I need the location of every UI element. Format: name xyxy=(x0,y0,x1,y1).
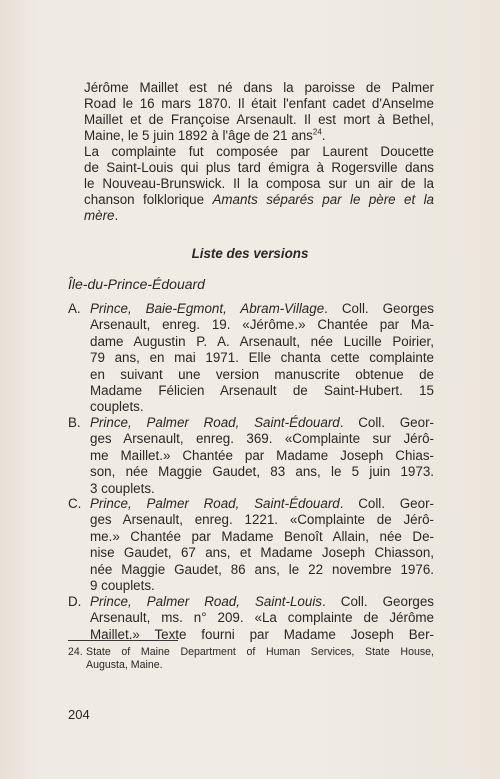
version-letter: B. xyxy=(68,415,81,430)
text-line: me.» Chantée par Madame Benoît Allain, née De- xyxy=(90,528,434,544)
version-letter: C. xyxy=(68,496,82,511)
text-line: son, née Maggie Gaudet, 83 ans, le 5 juin 1973. xyxy=(90,464,434,480)
text-line xyxy=(68,128,434,144)
page-number: 204 xyxy=(68,707,90,722)
text-line: ges Arsenault, enreg. 1221. «Complainte de Jérô- xyxy=(90,512,434,528)
text-line xyxy=(68,208,434,224)
version-place: Prince, Baie-Egmont, Abram-Village xyxy=(90,301,325,316)
text-line: Arsenault, enreg. 19. «Jérôme.» Chantée par Ma- xyxy=(90,317,434,333)
footnote-divider xyxy=(68,640,178,641)
version-letter: D. xyxy=(68,594,82,609)
text-fragment: . xyxy=(321,128,326,143)
text-line: La complainte fut composée par Laurent Doucette xyxy=(84,144,434,159)
text-line: State of Maine Department of Human Services, State House, xyxy=(86,646,434,658)
text-fragment: . Coll. Geor- xyxy=(339,496,434,511)
text-line: 79 ans, en mai 1971. Elle chanta cette complainte xyxy=(90,350,434,366)
text-line xyxy=(90,496,434,512)
region-title: Île-du-Prince-Édouard xyxy=(68,276,205,292)
text-line: Madame Félicien Arsenault de Saint-Hubert. 15 xyxy=(90,383,434,399)
footnote-text xyxy=(86,646,434,672)
text-line: ges Arsenault, enreg. 369. «Complainte sur Jérô- xyxy=(90,431,434,447)
intro-text xyxy=(68,80,434,224)
text-line: Maillet.» Texte fourni par Madame Joseph Ber- xyxy=(90,626,434,642)
text-fragment: . Coll. Georges xyxy=(322,594,434,609)
intro-paragraph-2 xyxy=(68,144,434,224)
version-text xyxy=(90,496,434,594)
text-line xyxy=(68,192,434,208)
text-line: me Maillet.» Chantée par Madame Joseph Chias- xyxy=(90,447,434,463)
text-line: Augusta, Maine. xyxy=(86,659,163,671)
version-letter: A. xyxy=(68,301,81,316)
intro-paragraph-1 xyxy=(68,80,434,144)
song-title: Amants séparés par le père et la xyxy=(212,192,434,207)
version-text xyxy=(90,301,434,416)
text-line: Jérôme Maillet est né dans la paroisse de Palmer xyxy=(84,80,434,95)
version-entry-a xyxy=(68,301,434,416)
footnote xyxy=(68,646,434,672)
text-line: née Maggie Gaudet, 86 ans, le 22 novembre 1976. xyxy=(90,561,434,577)
version-text xyxy=(90,594,434,643)
text-line: Road le 16 mars 1870. Il était l'enfant cadet d'Anselme xyxy=(84,96,434,111)
footnote-number: 24. xyxy=(68,646,83,658)
text-line: le Nouveau-Brunswick. Il la composa sur un air de la xyxy=(84,176,434,191)
section-title: Liste des versions xyxy=(191,246,309,261)
text-line: 3 couplets. xyxy=(90,480,155,496)
version-place: Prince, Palmer Road, Saint-Édouard xyxy=(90,415,340,430)
text-line xyxy=(90,594,434,610)
footnote-reference: 24 xyxy=(312,127,322,137)
version-entry-c xyxy=(68,496,434,594)
text-fragment: . xyxy=(114,208,119,223)
text-line: de Saint-Louis qui plus tard émigra à Rogersville dans xyxy=(84,160,434,175)
text-line: en suivant une version manuscrite obtenue de xyxy=(90,366,434,382)
text-line: dame Augustin P. A. Arsenault, née Lucille Poirier, xyxy=(90,333,434,349)
version-entry-d xyxy=(68,594,434,643)
text-line xyxy=(90,415,434,431)
song-title: mère xyxy=(84,208,115,223)
version-text xyxy=(90,415,434,497)
text-line xyxy=(90,301,434,317)
text-line: Maillet et de Françoise Arsenault. Il est mort à Bethel, xyxy=(84,112,434,127)
text-fragment: chanson folklorique xyxy=(84,192,213,207)
text-line: 9 couplets. xyxy=(90,578,155,594)
version-entry-b xyxy=(68,415,434,497)
text-fragment: . Coll. Geor- xyxy=(339,415,434,430)
text-line: nise Gaudet, 67 ans, et Madame Joseph Chiasson, xyxy=(90,545,434,561)
text-fragment: . Coll. Georges xyxy=(324,301,435,316)
version-place: Prince, Palmer Road, Saint-Louis xyxy=(90,594,322,609)
text-line: Arsenault, ms. n° 209. «La complainte de Jérôme xyxy=(90,610,434,626)
text-line: couplets. xyxy=(90,399,144,415)
version-place: Prince, Palmer Road, Saint-Édouard xyxy=(90,496,340,511)
text-fragment: Maine, le 5 juin 1892 à l'âge de 21 ans xyxy=(84,128,313,143)
